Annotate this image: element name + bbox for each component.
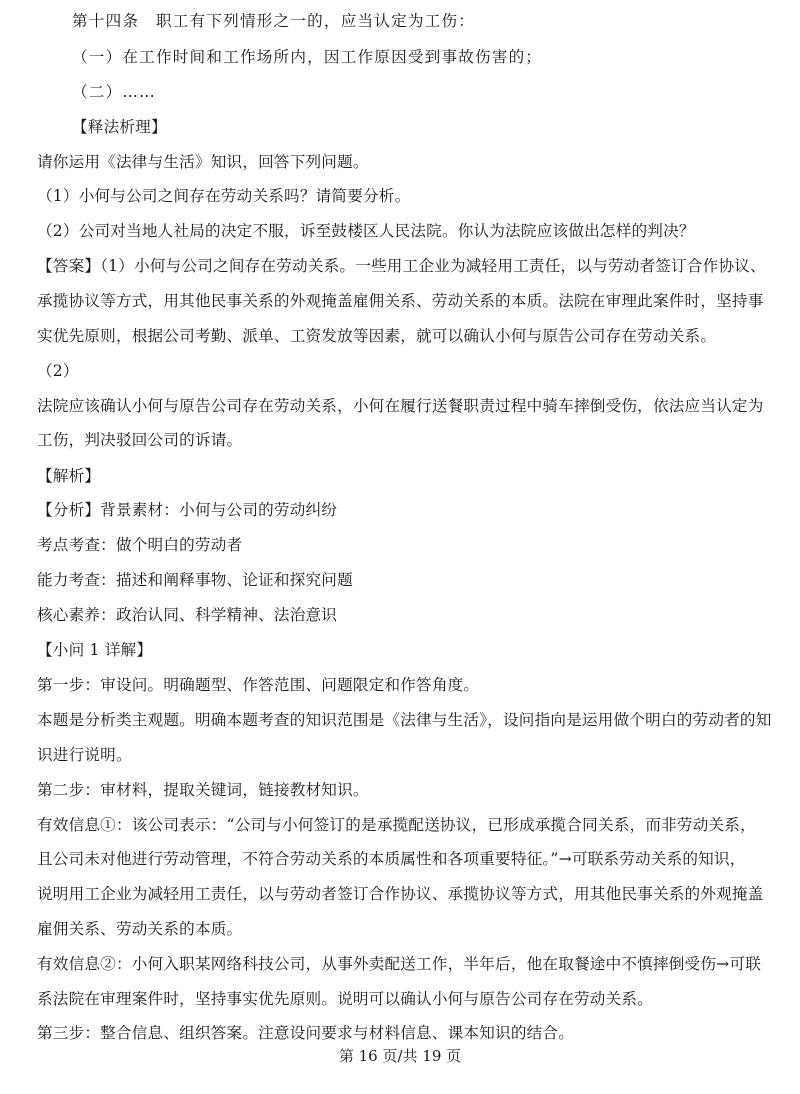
analysis-exam-point: 考点考查：做个明白的劳动者 [37, 536, 243, 554]
detail-step-2: 第二步：审材料，提取关键词，链接教材知识。 [37, 781, 369, 799]
question-1: （1）小何与公司之间存在劳动关系吗？请简要分析。 [37, 187, 411, 205]
detail-step-3: 第三步：整合信息、组织答案。注意设问要求与材料信息、课本知识的结合。 [37, 1024, 574, 1042]
analysis-literacy: 核心素养：政治认同、科学精神、法治意识 [37, 606, 338, 624]
answer-2-label: （2） [37, 362, 79, 380]
detail-step-1-desc-line-1: 本题是分析类主观题。明确本题考查的知识范围是《法律与生活》，设问指向是运用做个明白的劳动者的知 [37, 711, 772, 729]
analysis-background: 【分析】背景素材：小何与公司的劳动纠纷 [37, 501, 338, 519]
detail-info-2-line-1: 有效信息②：小何入职某网络科技公司，从事外卖配送工作，半年后，他在取餐途中不慎摔倒受伤→可联 [37, 955, 761, 973]
question-intro: 请你运用《法律与生活》知识，回答下列问题。 [37, 153, 369, 171]
detail-info-1-line-4: 雇佣关系、劳动关系的本质。 [37, 920, 243, 938]
section-title: 【释法析理】 [72, 118, 167, 136]
detail-info-2-line-2: 系法院在审理案件时，坚持事实优先原则。说明可以确认小何与原告公司存在劳动关系。 [37, 990, 653, 1008]
article-clause: 第十四条 职工有下列情形之一的，应当认定为工伤： [72, 12, 476, 30]
answer-1-line-2: 承揽协议等方式，用其他民事关系的外观掩盖雇佣关系、劳动关系的本质。法院在审理此案件时，坚持事 [37, 292, 764, 310]
detail-step-1: 第一步：审设问。明确题型、作答范围、问题限定和作答角度。 [37, 676, 480, 694]
answer-1-line-3: 实优先原则，根据公司考勤、派单、工资发放等因素，就可以确认小何与原告公司存在劳动关系。 [37, 327, 717, 345]
detail-info-1-line-3: 说明用工企业为减轻用工责任，以与劳动者签订合作协议、承揽协议等方式，用其他民事关系的外观掩盖 [37, 885, 764, 903]
detail-info-1-line-2: 且公司未对他进行劳动管理，不符合劳动关系的本质属性和各项重要特征。”→可联系劳动关系的知识， [37, 850, 746, 868]
analysis-label: 【解析】 [37, 467, 101, 485]
article-item-1: （一）在工作时间和工作场所内，因工作原因受到事故伤害的； [72, 48, 543, 66]
detail-step-1-desc-line-2: 识进行说明。 [37, 746, 132, 764]
answer-2-line-2: 工伤，判决驳回公司的诉请。 [37, 431, 243, 449]
question-2: （2）公司对当地人社局的决定不服，诉至鼓楼区人民法院。你认为法院应该做出怎样的判决？ [37, 222, 695, 240]
answer-1-line-1: 【答案】（1）小何与公司之间存在劳动关系。一些用工企业为减轻用工责任，以与劳动者签订合作协议、 [37, 257, 766, 275]
analysis-ability: 能力考查：描述和阐释事物、论证和探究问题 [37, 571, 353, 589]
detail-info-1-line-1: 有效信息①：该公司表示：“公司与小何签订的是承揽配送协议，已形成承揽合同关系，而非劳动关系， [37, 816, 756, 834]
article-item-2: （二）…… [72, 83, 156, 101]
answer-2-line-1: 法院应该确认小何与原告公司存在劳动关系，小何在履行送餐职责过程中骑车摔倒受伤，依法应当认定为 [37, 397, 764, 415]
detail-label: 【小问 1 详解】 [37, 641, 153, 659]
page-footer: 第 16 页/共 19 页 [338, 1047, 462, 1065]
